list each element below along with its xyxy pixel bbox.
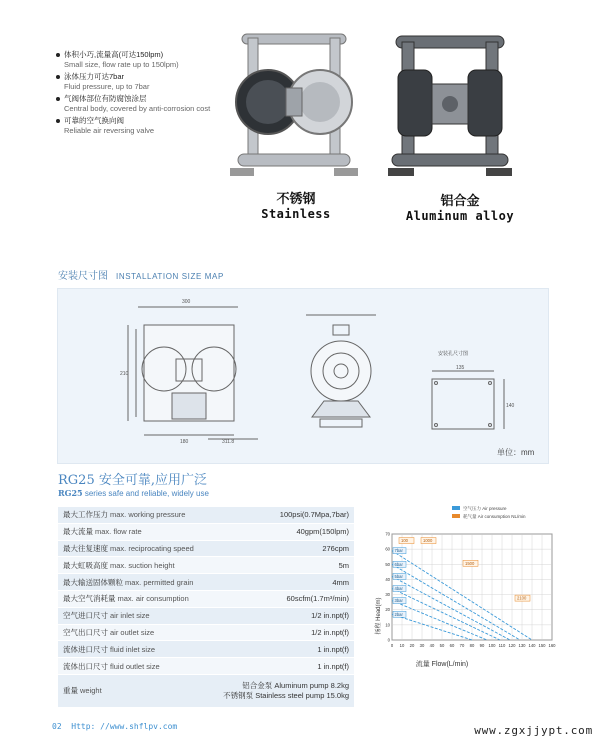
legend-label: 空气压力 Air pressure xyxy=(463,506,507,511)
bullet-icon xyxy=(56,53,60,57)
performance-chart-svg xyxy=(376,500,562,670)
consumption-label: 1000 xyxy=(423,538,433,544)
y-tick-label: 30 xyxy=(385,592,390,598)
x-tick-label: 50 xyxy=(439,643,445,648)
feature-list xyxy=(56,50,231,138)
table-row: 最大虹吸高度 max. suction height 5m xyxy=(58,557,354,574)
x-tick-label: 80 xyxy=(469,643,475,648)
x-tick-label: 0 xyxy=(390,643,394,648)
footer-left: 02 Http: //www.shflpv.com xyxy=(52,722,178,731)
x-axis-label: 流量 Flow(L/min) xyxy=(415,661,469,668)
installation-drawing xyxy=(58,289,548,463)
table-row: 最大空气消耗量 max. air consumption 60scfm(1.7m³/min) xyxy=(58,591,354,608)
feature-item: 泳体压力可达7bar Fluid pressure, up to 7bar xyxy=(56,72,231,92)
x-tick-label: 110 xyxy=(498,643,506,648)
bullet-icon xyxy=(56,119,60,123)
feature-item: 体积小巧,流量高(可达150lpm) Small size, flow rate up to 150lpm) xyxy=(56,50,231,70)
unit-label: 单位：mm xyxy=(497,448,535,457)
table-row: 最大输送固体颗粒 max. permitted grain 4mm xyxy=(58,574,354,591)
stainless-caption: 不锈钢 Stainless xyxy=(261,192,331,221)
x-tick-label: 60 xyxy=(449,643,455,648)
series-label: 4bar xyxy=(394,586,403,592)
y-tick-label: 50 xyxy=(385,561,390,567)
table-row-weight: 重量 weight 铝合金泵 Aluminum pump 8.2kg 不锈钢泵 Stainless steel pump 15.0kg xyxy=(58,675,354,708)
performance-chart xyxy=(376,500,562,670)
series-label: 7bar xyxy=(394,548,403,554)
consumption-label: 100 xyxy=(401,538,408,544)
dim-width: 300 xyxy=(182,299,191,305)
table-row: 流体出口尺寸 fluid outlet size 1 in.npt(f) xyxy=(58,658,354,675)
x-tick-label: 100 xyxy=(488,643,496,648)
x-tick-label: 120 xyxy=(508,643,516,648)
series-label: 2bar xyxy=(394,611,403,617)
x-tick-label: 30 xyxy=(419,643,425,648)
feature-item: 可靠的空气换向阀 Reliable air reversing valve xyxy=(56,116,231,136)
legend-swatch xyxy=(452,506,460,510)
hole-map-label: 安装孔尺寸图 xyxy=(438,351,469,357)
x-tick-label: 130 xyxy=(518,643,526,648)
x-tick-label: 160 xyxy=(548,643,556,648)
series-label: 6bar xyxy=(394,561,403,567)
dim-height: 210 xyxy=(120,371,129,377)
bullet-icon xyxy=(56,97,60,101)
spec-table xyxy=(58,507,354,708)
y-tick-label: 60 xyxy=(385,546,390,552)
table-row: 空气进口尺寸 air inlet size 1/2 in.npt(f) xyxy=(58,608,354,625)
feature-item: 气阀体部位有防腐蚀涂层 Central body, covered by anti-corrosion cost xyxy=(56,94,231,114)
series-label: 3bar xyxy=(394,598,403,604)
table-row: 最大工作压力 max. working pressure 100psi(0.7Mpa,7bar) xyxy=(58,507,354,524)
aluminum-pump-image xyxy=(384,30,516,182)
stainless-pump-image xyxy=(228,28,360,188)
y-tick-label: 40 xyxy=(385,576,390,582)
x-tick-label: 20 xyxy=(409,643,415,648)
x-tick-label: 150 xyxy=(538,643,546,648)
dim-hole-depth: 140 xyxy=(506,403,515,409)
aluminum-caption: 铝合金 Aluminum alloy xyxy=(405,194,515,223)
series-subtitle: RG25 series safe and reliable, widely use xyxy=(58,488,209,498)
dim-base: 180 xyxy=(180,439,189,445)
table-row: 流体进口尺寸 fluid inlet size 1 in.npt(f) xyxy=(58,641,354,658)
y-tick-label: 20 xyxy=(385,607,390,613)
table-row: 最大往复速度 max. reciprocating speed 276cpm xyxy=(58,541,354,558)
bullet-icon xyxy=(56,75,60,79)
dim-outlet: 311.8 xyxy=(222,439,235,445)
series-title: RG25 安全可靠,应用广泛 xyxy=(58,473,207,488)
footer-site: www.zgxjjypt.com xyxy=(474,724,593,737)
dim-hole-width: 135 xyxy=(456,365,465,371)
y-tick-label: 70 xyxy=(385,531,390,537)
installation-title: 安装尺寸图 INSTALLATION SIZE MAP xyxy=(58,271,224,282)
x-tick-label: 90 xyxy=(479,643,485,648)
table-row: 空气出口尺寸 air outlet size 1/2 in.npt(f) xyxy=(58,625,354,642)
consumption-label: 1500 xyxy=(465,560,475,566)
installation-drawing-panel xyxy=(57,288,549,464)
legend-label: 耗气量 Air consumption NL/min xyxy=(463,514,526,519)
table-row: 最大流量 max. flow rate 40gpm(150lpm) xyxy=(58,524,354,541)
y-tick-label: 10 xyxy=(385,622,390,628)
series-label: 5bar xyxy=(394,573,403,579)
y-tick-label: 0 xyxy=(387,637,390,643)
legend-swatch xyxy=(452,514,460,518)
consumption-label: 2100 xyxy=(517,595,527,601)
x-tick-label: 10 xyxy=(399,643,405,648)
website-link[interactable]: Http: //www.shflpv.com xyxy=(71,722,178,731)
y-axis-label: 扬程 Head(m) xyxy=(376,597,382,635)
x-tick-label: 40 xyxy=(429,643,435,648)
x-tick-label: 70 xyxy=(459,643,465,648)
x-tick-label: 140 xyxy=(528,643,536,648)
